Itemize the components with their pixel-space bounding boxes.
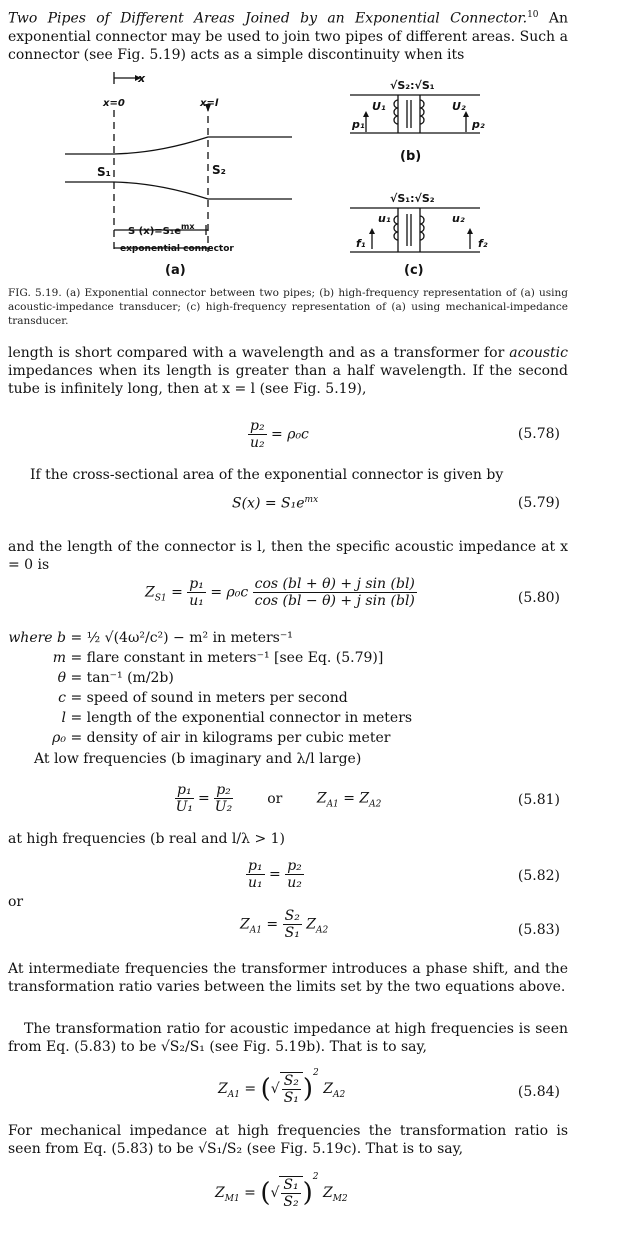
equation-5-79: [232, 495, 318, 512]
figure-c-u2: u₂: [452, 212, 465, 225]
figure-5-19: [0, 62, 624, 282]
eq584-lhs-sub: A1: [227, 1089, 240, 1100]
eq579-number: (5.79): [517, 495, 560, 511]
eq584-rhs-sub: A2: [332, 1089, 346, 1100]
eq580-den2: cos (bl − θ) + j sin (bl): [254, 593, 415, 609]
figure-b-ratio: √S₂:√S₁: [390, 79, 435, 92]
figure-b-u2: U₂: [452, 100, 466, 113]
equation-5-84: $Z_{A1}$ = (√ $\frac{\text{S₂}}{\text{S₁}}$ )$^2$ $Z_{A2}$: [218, 1068, 346, 1106]
eq581-number: (5.81): [517, 792, 560, 808]
def-m: m = flare constant in meters⁻¹ [see Eq. (5.79)]: [52, 650, 384, 666]
eq582-d2: u₂: [287, 875, 302, 891]
eq580-rho: = ρ₀c: [210, 584, 249, 601]
equation-5-78: [248, 418, 309, 451]
figure-a-label: (a): [165, 263, 186, 278]
paragraph-2: If the cross-sectional area of the exponential connector is given by: [30, 467, 504, 483]
eq585-rhs: Z: [322, 1185, 333, 1201]
figure-b-label: (b): [400, 149, 422, 164]
paragraph-1-italic: acoustic: [509, 345, 568, 361]
eq581-rhs-sub: A1: [326, 799, 339, 810]
figure-c-f1: f₁: [356, 237, 366, 250]
eq581-rhs2-sub: A2: [369, 799, 382, 810]
eq579-lhs: S(x) = S₁e: [232, 495, 305, 512]
figure-c-f2: f₂: [478, 237, 488, 250]
figure-b-u1: U₁: [372, 100, 386, 113]
def-c: c = speed of sound in meters per second: [58, 690, 348, 706]
eq578-number: (5.78): [517, 426, 560, 442]
eq580-number: (5.80): [517, 590, 560, 606]
figure-c-label: (c): [404, 263, 424, 278]
equation-5-83: $Z_{A1}$ = $\frac{\text{S₂}}{\text{S₁}}$ $Z_{A2}$: [240, 908, 329, 941]
def-rho: ρ₀ = density of air in kilograms per cubic meter: [52, 730, 391, 746]
def-b: where b = ½ √(4ω²/c²) − m² in meters⁻¹: [8, 630, 293, 646]
eq585-power: 2: [312, 1172, 319, 1182]
def-theta: θ = tan⁻¹ (m/2b): [57, 670, 174, 686]
eq581-d1: U₁: [175, 799, 193, 815]
eq584-lhs: Z: [218, 1081, 228, 1097]
paragraph-6: At intermediate frequencies the transformer introduces a phase shift, and the transformation ratio varies between the limits set by the two equations above.: [8, 961, 568, 995]
eq583-den: S₁: [284, 925, 300, 941]
paragraph-3: and the length of the connector is l, then the specific acoustic impedance at x = 0 is: [8, 539, 568, 573]
figure-b-p2: p₂: [472, 118, 485, 131]
definitions-list: [0, 628, 412, 748]
paragraph-4: At low frequencies (b imaginary and λ/l large): [34, 751, 362, 767]
connector-label: exponential connector: [120, 244, 234, 254]
eq584-num: S₂: [283, 1072, 299, 1089]
eq580-num1: p₁: [189, 576, 204, 592]
eq581-rhs: Z: [316, 790, 327, 807]
equation-5-80: [145, 576, 417, 609]
eq580-num2: cos (bl + θ) + j sin (bl): [254, 576, 415, 592]
paragraph-7-line-b: seen from Eq. (5.83) to be √S₂/S₁ (see Fig. 5.19b). That is to say,: [8, 1021, 569, 1055]
eq585-num: S₁: [283, 1176, 299, 1193]
eq584-power: 2: [313, 1068, 319, 1078]
eq582-n2: p₂: [287, 858, 302, 874]
paragraph-1-line-a: length is short compared with a wavelength and as a transformer for: [8, 345, 505, 361]
paragraph-8: [8, 1122, 568, 1158]
opening-text: An exponential connector may be used to join two pipes of different areas. Such a connector (see Fig. 5.19) acts as a simple discontinuity when its: [8, 10, 568, 63]
eq584-number: (5.84): [517, 1084, 560, 1100]
figure-caption: FIG. 5.19. (a) Exponential connector between two pipes; (b) high-frequency representation of (a) using acoustic-impedance transducer; (c) high-frequency representation of (a) using mechanical-impedance transducer.: [8, 287, 568, 327]
eq581-n1: p₁: [177, 782, 192, 798]
def-l: l = length of the exponential connector in meters: [61, 710, 413, 726]
paragraph-8-line-b: seen from Eq. (5.83) to be √S₁/S₂ (see Fig. 5.19c). That is to say,: [8, 1141, 464, 1157]
xl-label: x=l: [200, 98, 219, 109]
eq578-rhs: = ρ₀c: [271, 426, 309, 443]
eq581-or: or: [267, 790, 283, 807]
eq584-rhs: Z: [323, 1081, 333, 1097]
eq583-lhs-sub: A1: [249, 925, 262, 936]
eq579-exponent: mx: [304, 495, 319, 505]
eq585-den: S₂: [283, 1193, 299, 1210]
eq583-num: S₂: [284, 908, 300, 924]
eq580-lhs-sub: S1: [154, 593, 167, 604]
equation-5-81: $\frac{\text{p₁}}{\text{U₁}}$ = $\frac{\text{p₂}}{\text{U₂}}$ or $Z_{A1} = Z_{A2}$: [175, 782, 382, 815]
eq580-lhs: Z: [145, 584, 155, 601]
figure-c-ratio: √S₁:√S₂: [390, 192, 435, 205]
x-axis-label: x: [138, 72, 146, 85]
x0-label: x=0: [103, 98, 125, 109]
opening-paragraph: [8, 6, 568, 64]
paragraph-5: at high frequencies (b real and l/λ > 1): [8, 831, 285, 847]
paragraph-1: [8, 344, 568, 398]
paragraph-7: [8, 1020, 568, 1056]
eq580-equals: =: [171, 584, 183, 601]
figure-a: [65, 72, 292, 252]
paragraph-7-line-a: The transformation ratio for acoustic impedance at high frequencies is: [24, 1021, 531, 1037]
eq582-n1: p₁: [248, 858, 263, 874]
eq585-lhs: Z: [215, 1185, 225, 1201]
figure-b-p1: p₁: [352, 118, 365, 131]
eq583-number: (5.83): [517, 922, 560, 938]
eq581-d2: U₂: [214, 799, 233, 815]
eq583-rhs-sub: A2: [316, 925, 329, 936]
eq585-lhs-sub: M1: [224, 1193, 240, 1204]
section-title: Two Pipes of Different Areas Joined by an Exponential Connector.: [8, 10, 528, 27]
paragraph-1-line-c: If the second tube is infinitely long, then at x = l (see Fig. 5.19),: [8, 363, 568, 397]
eq578-denominator: u₂: [249, 435, 265, 451]
equation-5-82: $\frac{\text{p₁}}{\text{u₁}}$ = $\frac{\text{p₂}}{\text{u₂}}$: [247, 858, 302, 891]
footnote-marker: 10: [527, 10, 539, 20]
eq585-rhs-sub: M2: [332, 1193, 348, 1204]
eq581-rhs2: = Z: [343, 790, 370, 807]
eq578-numerator: p₂: [250, 418, 265, 434]
eq583-lhs: Z: [240, 916, 250, 933]
or-connector: or: [8, 894, 24, 910]
paragraph-8-line-a: For mechanical impedance at high frequencies the transformation ratio is: [8, 1123, 568, 1139]
figure-c-u1: u₁: [378, 212, 391, 225]
sx-label: S $(x)=S_1e^{mx}$: [128, 222, 195, 237]
eq583-rhs: Z: [306, 916, 316, 933]
eq580-den1: u₁: [189, 593, 204, 609]
paragraph-1-line-b: impedances when its length is greater than a half wavelength.: [8, 363, 467, 379]
eq581-n2: p₂: [216, 782, 231, 798]
s2-label: S₂: [212, 163, 226, 177]
equation-5-85: $Z_{M1}$ = (√ $\frac{\text{S₁}}{\text{S₂}}$ )$^2$ $Z_{M2}$: [215, 1172, 348, 1210]
eq584-den: S₁: [283, 1089, 299, 1106]
eq582-d1: u₁: [247, 875, 263, 891]
s1-label: S₁: [97, 165, 111, 179]
eq582-number: (5.82): [517, 868, 560, 884]
